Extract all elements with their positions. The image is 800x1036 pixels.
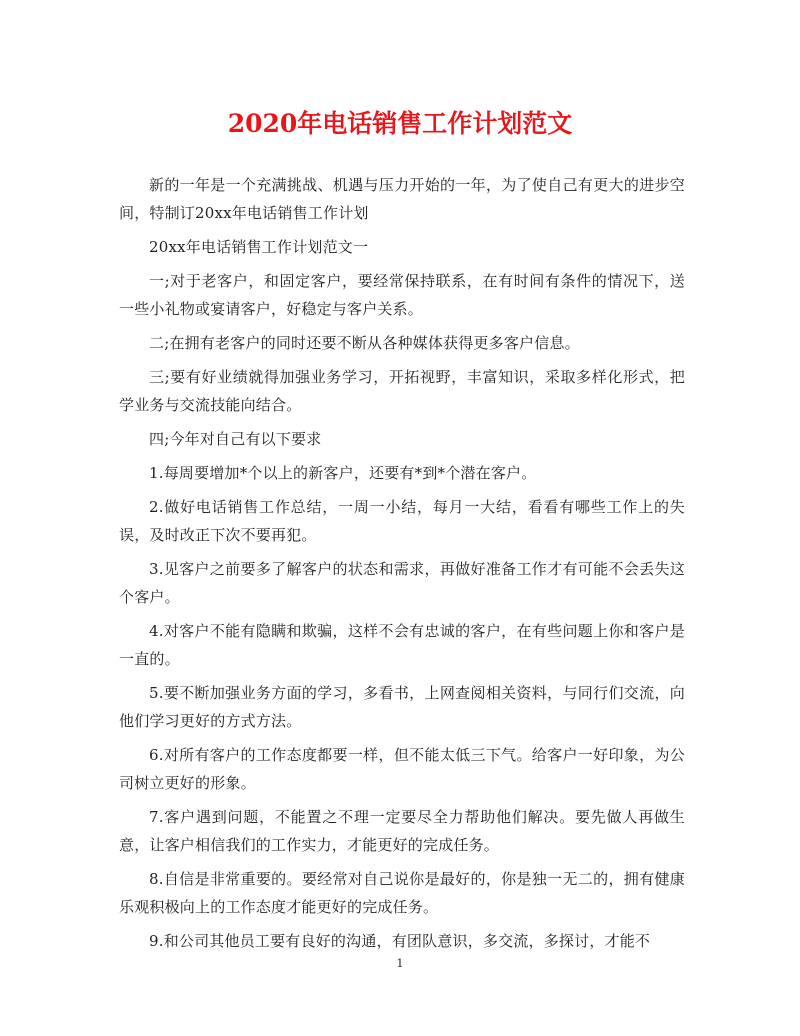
paragraph-item-2: 2.做好电话销售工作总结，一周一小结，每月一大结，看看有哪些工作上的失误，及时改正下次不要再犯。	[119, 498, 685, 544]
paragraph-point-3: 三;要有好业绩就得加强业务学习，开拓视野，丰富知识，采取多样化形式，把学业务与交流技能向结合。	[119, 368, 685, 414]
page-number: 1	[396, 957, 404, 970]
paragraph-item-4: 4.对客户不能有隐瞒和欺骗，这样不会有忠诚的客户，在有些问题上你和客户是一直的。	[119, 622, 685, 668]
paragraph-point-4: 四;今年对自己有以下要求	[149, 430, 322, 448]
paragraph-item-1: 1.每周要增加*个以上的新客户，还要有*到*个潜在客户。	[149, 464, 537, 482]
paragraph-subtitle: 20xx年电话销售工作计划范文一	[149, 238, 369, 256]
paragraph-point-1: 一;对于老客户，和固定客户，要经常保持联系，在有时间有条件的情况下，送一些小礼物或宴请客户，好稳定与客户关系。	[119, 272, 685, 318]
document-title: 2020年电话销售工作计划范文	[227, 109, 573, 138]
paragraph-item-5: 5.要不断加强业务方面的学习，多看书，上网查阅相关资料，与同行们交流，向他们学习更好的方式方法。	[119, 684, 685, 730]
paragraph-point-2: 二;在拥有老客户的同时还要不断从各种媒体获得更多客户信息。	[149, 334, 580, 352]
paragraph-item-3: 3.见客户之前要多了解客户的状态和需求，再做好准备工作才有可能不会丢失这个客户。	[119, 560, 685, 606]
paragraph-intro: 新的一年是一个充满挑战、机遇与压力开始的一年，为了使自己有更大的进步空间，特制订20xx年电话销售工作计划	[119, 176, 685, 222]
document-body	[119, 171, 685, 961]
paragraph-item-8: 8.自信是非常重要的。要经常对自己说你是最好的，你是独一无二的，拥有健康乐观积极向上的工作态度才能更好的完成任务。	[119, 870, 685, 916]
paragraph-item-9: 9.和公司其他员工要有良好的沟通，有团队意识，多交流，多探讨，才能不	[149, 932, 651, 950]
paragraph-item-6: 6.对所有客户的工作态度都要一样，但不能太低三下气。给客户一好印象，为公司树立更好的形象。	[119, 746, 685, 792]
paragraph-item-7: 7.客户遇到问题，不能置之不理一定要尽全力帮助他们解决。要先做人再做生意，让客户相信我们的工作实力，才能更好的完成任务。	[119, 808, 685, 854]
